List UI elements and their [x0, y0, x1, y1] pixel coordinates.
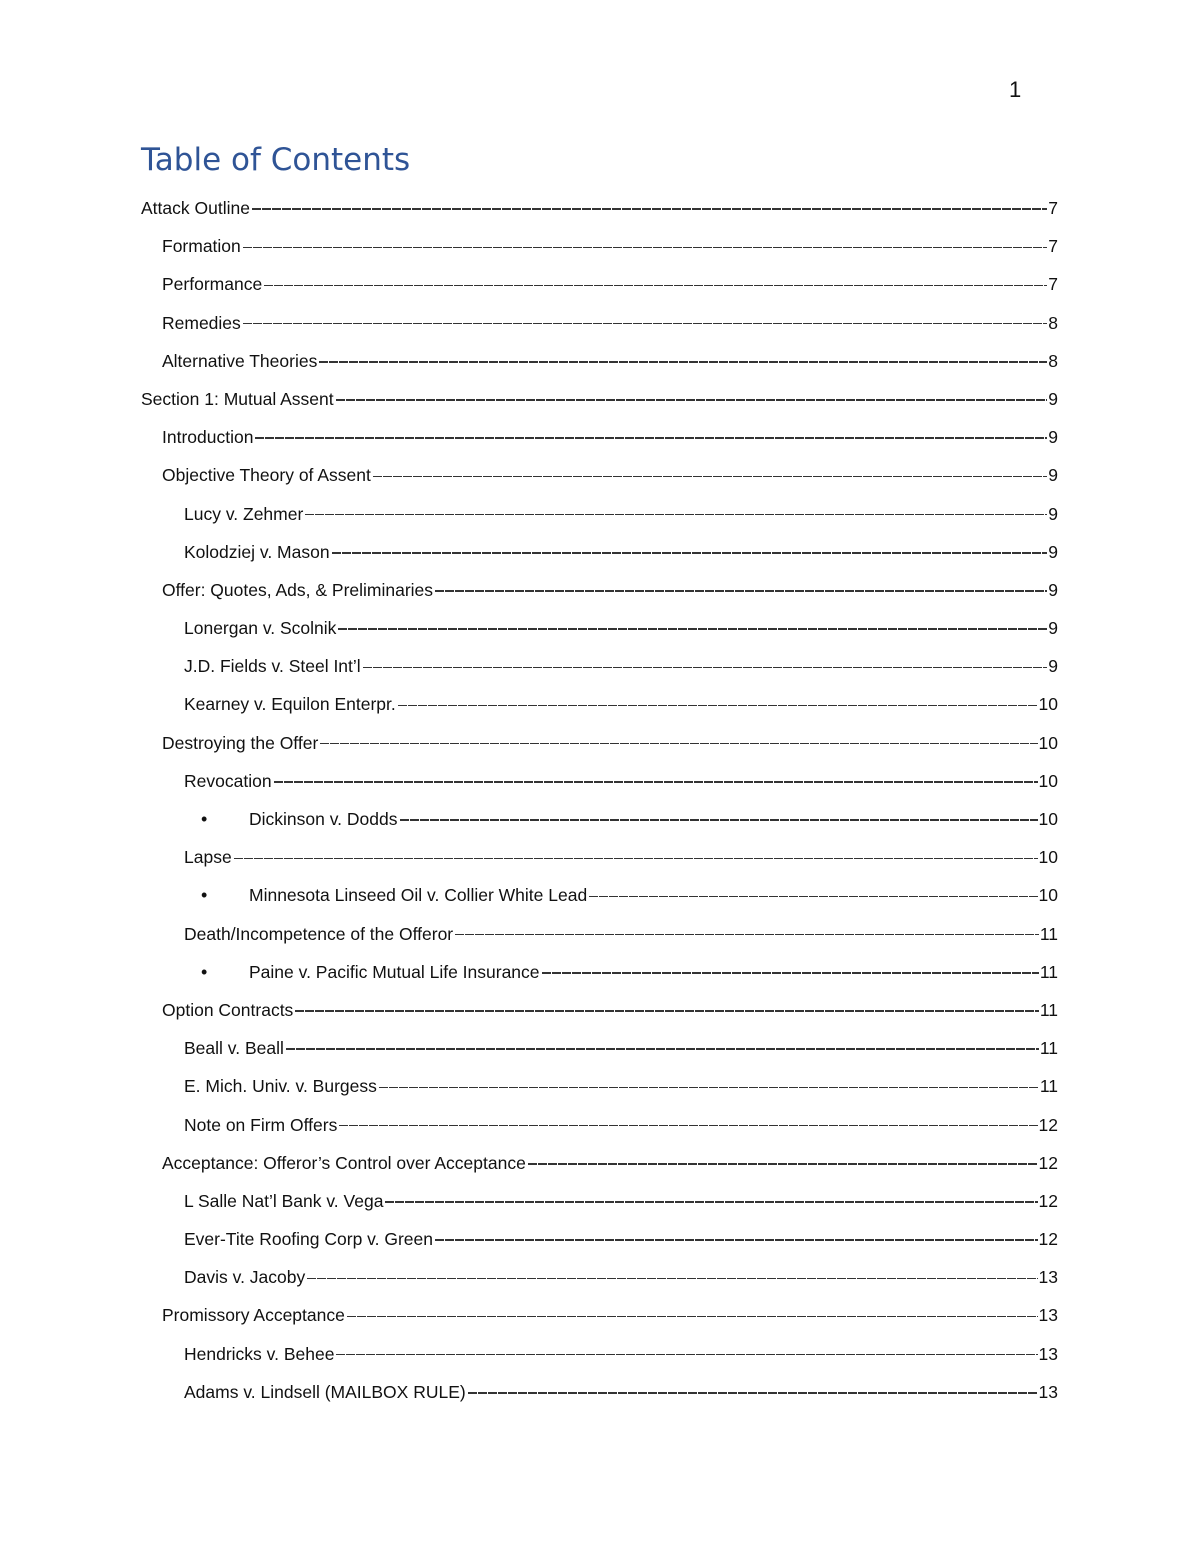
toc-entry-page: 10	[1038, 770, 1058, 791]
toc-entry[interactable]	[141, 189, 1058, 227]
dot-leader	[274, 781, 1038, 783]
dot-leader	[264, 285, 1047, 287]
toc-entry[interactable]	[141, 227, 1058, 265]
toc-entry-label: E. Mich. Univ. v. Burgess	[184, 1076, 377, 1097]
toc-entry-label: Davis v. Jacoby	[184, 1267, 306, 1288]
toc-entry-page: 12	[1038, 1152, 1058, 1173]
dot-leader	[332, 552, 1048, 554]
toc-entry-label: Dickinson v. Dodds	[249, 809, 398, 829]
dot-leader	[589, 896, 1037, 898]
toc-entry-label: Attack Outline	[141, 198, 250, 218]
toc-entry[interactable]	[141, 724, 1058, 762]
toc-entry-page: 7	[1048, 274, 1058, 295]
toc-entry-page: 9	[1048, 579, 1058, 600]
dot-leader	[373, 476, 1047, 478]
toc-entry-label: Remedies	[162, 312, 241, 333]
toc-entry[interactable]	[141, 533, 1058, 571]
dot-leader	[305, 514, 1047, 516]
toc-entry[interactable]	[141, 1106, 1058, 1144]
toc-entry-label: Beall v. Beall	[184, 1038, 284, 1059]
toc-entry-label: Objective Theory of Assent	[162, 465, 371, 486]
toc-entry-label: Performance	[162, 274, 263, 295]
toc-entry-label: Death/Incompetence of the Offeror	[184, 923, 454, 944]
toc-entry[interactable]	[141, 800, 1058, 838]
toc-entry[interactable]	[141, 1220, 1058, 1258]
toc-entry[interactable]	[141, 304, 1058, 342]
toc-entry-label: Introduction	[162, 427, 254, 448]
toc-entry[interactable]	[141, 265, 1058, 303]
toc-entry[interactable]	[141, 1296, 1058, 1334]
toc-entry-label: Formation	[162, 236, 241, 257]
toc-entry[interactable]	[141, 342, 1058, 380]
toc-entry[interactable]	[141, 418, 1058, 456]
dot-leader	[243, 247, 1047, 249]
dot-leader	[379, 1087, 1039, 1089]
toc-entry[interactable]	[141, 1029, 1058, 1067]
dot-leader	[336, 399, 1048, 401]
toc-entry[interactable]	[141, 647, 1058, 685]
toc-entry-page: 11	[1039, 999, 1058, 1020]
toc-entry[interactable]	[141, 456, 1058, 494]
toc-entry[interactable]	[141, 380, 1058, 418]
dot-leader	[320, 743, 1037, 745]
toc-entry-label: Kearney v. Equilon Enterpr.	[184, 694, 396, 715]
toc-entry-page: 9	[1048, 618, 1058, 639]
dot-leader	[286, 1048, 1039, 1050]
dot-leader	[255, 437, 1047, 439]
dot-leader	[243, 323, 1047, 325]
dot-leader	[363, 667, 1048, 669]
toc-entry[interactable]	[141, 915, 1058, 953]
toc-entry[interactable]	[141, 495, 1058, 533]
toc-entry-label: Kolodziej v. Mason	[184, 541, 330, 562]
toc-entry-page: 13	[1038, 1381, 1058, 1402]
toc-entry-page: 9	[1048, 503, 1058, 524]
toc-entry[interactable]	[141, 1067, 1058, 1105]
toc-entry[interactable]	[141, 571, 1058, 609]
toc-entry-page: 12	[1038, 1190, 1058, 1211]
toc-entry-page: 11	[1039, 923, 1058, 944]
toc-entry-page: 9	[1048, 427, 1058, 448]
toc-entry-label: Lucy v. Zehmer	[184, 503, 304, 524]
toc-entry[interactable]	[141, 762, 1058, 800]
toc-entry-page: 8	[1048, 350, 1058, 371]
toc-entry-label: Adams v. Lindsell (MAILBOX RULE)	[184, 1381, 466, 1402]
dot-leader	[385, 1201, 1037, 1203]
dot-leader	[319, 361, 1047, 363]
toc-entry-page: 12	[1038, 1229, 1058, 1250]
toc-entry-page: 10	[1038, 885, 1058, 906]
bullet-icon: •	[201, 885, 208, 906]
toc-entry-page: 12	[1038, 1114, 1058, 1135]
dot-leader	[307, 1278, 1037, 1280]
toc-entry[interactable]	[141, 838, 1058, 876]
dot-leader	[455, 934, 1039, 936]
toc-entry-page: 11	[1039, 961, 1058, 982]
dot-leader	[400, 819, 1038, 821]
toc-entry-label: Lonergan v. Scolnik	[184, 618, 337, 639]
toc-entry-page: 8	[1048, 312, 1058, 333]
toc-entry-page: 13	[1038, 1267, 1058, 1288]
toc-list	[141, 189, 1058, 1411]
toc-entry-page: 10	[1038, 694, 1058, 715]
bullet-icon: •	[201, 961, 208, 982]
toc-entry-page: 7	[1048, 236, 1058, 257]
toc-entry-page: 10	[1038, 732, 1058, 753]
toc-entry-label: Ever-Tite Roofing Corp v. Green	[184, 1229, 433, 1250]
toc-entry-label: Section 1: Mutual Assent	[141, 388, 334, 409]
toc-entry[interactable]	[141, 1258, 1058, 1296]
dot-leader	[336, 1354, 1037, 1356]
dot-leader	[398, 705, 1038, 707]
page-number: 1	[1009, 77, 1022, 102]
toc-entry-page: 11	[1039, 1076, 1058, 1097]
toc-entry-label: Hendricks v. Behee	[184, 1343, 335, 1364]
toc-entry-label: Paine v. Pacific Mutual Life Insurance	[249, 961, 540, 982]
toc-entry-label: Promissory Acceptance	[162, 1305, 345, 1326]
toc-entry-label: Revocation	[184, 770, 272, 791]
dot-leader	[339, 1125, 1037, 1127]
toc-entry[interactable]	[141, 1182, 1058, 1220]
bullet-icon: •	[201, 809, 208, 829]
toc-entry[interactable]	[141, 876, 1058, 914]
dot-leader	[542, 972, 1039, 974]
dot-leader	[435, 590, 1047, 592]
toc-entry-page: 10	[1038, 809, 1058, 829]
toc-entry-label: Acceptance: Offeror’s Control over Acceptance	[162, 1152, 526, 1173]
dot-leader	[435, 1239, 1038, 1241]
dot-leader	[295, 1010, 1039, 1012]
toc-entry-label: L Salle Nat’l Bank v. Vega	[184, 1190, 384, 1211]
toc-entry-page: 9	[1048, 656, 1058, 677]
dot-leader	[528, 1163, 1038, 1165]
toc-entry-label: Destroying the Offer	[162, 732, 319, 753]
dot-leader	[234, 858, 1038, 860]
toc-entry[interactable]	[141, 991, 1058, 1029]
toc-title: Table of Contents	[141, 142, 411, 178]
toc-entry-label: Offer: Quotes, Ads, & Preliminaries	[162, 579, 434, 600]
dot-leader	[347, 1316, 1038, 1318]
toc-entry-page: 11	[1039, 1038, 1058, 1059]
dot-leader	[252, 208, 1047, 210]
toc-entry-label: Lapse	[184, 847, 232, 868]
dot-leader	[338, 628, 1047, 630]
dot-leader	[468, 1392, 1038, 1394]
toc-entry-page: 13	[1038, 1305, 1058, 1326]
toc-entry-page: 7	[1048, 198, 1058, 218]
toc-entry-label: Alternative Theories	[162, 350, 318, 371]
toc-entry[interactable]	[141, 1144, 1058, 1182]
toc-entry-label: Note on Firm Offers	[184, 1114, 338, 1135]
toc-entry-label: Option Contracts	[162, 999, 294, 1020]
toc-entry-label: J.D. Fields v. Steel Int’l	[184, 656, 361, 677]
toc-entry-label: Minnesota Linseed Oil v. Collier White Lead	[249, 885, 588, 906]
toc-entry-page: 9	[1048, 388, 1058, 409]
toc-entry[interactable]	[141, 685, 1058, 723]
toc-entry-page: 9	[1048, 465, 1058, 486]
toc-entry[interactable]	[141, 953, 1058, 991]
toc-entry[interactable]	[141, 1335, 1058, 1373]
toc-entry-page: 13	[1038, 1343, 1058, 1364]
toc-entry-page: 10	[1038, 847, 1058, 868]
toc-entry-page: 9	[1048, 541, 1058, 562]
toc-entry[interactable]	[141, 609, 1058, 647]
toc-entry[interactable]	[141, 1373, 1058, 1411]
